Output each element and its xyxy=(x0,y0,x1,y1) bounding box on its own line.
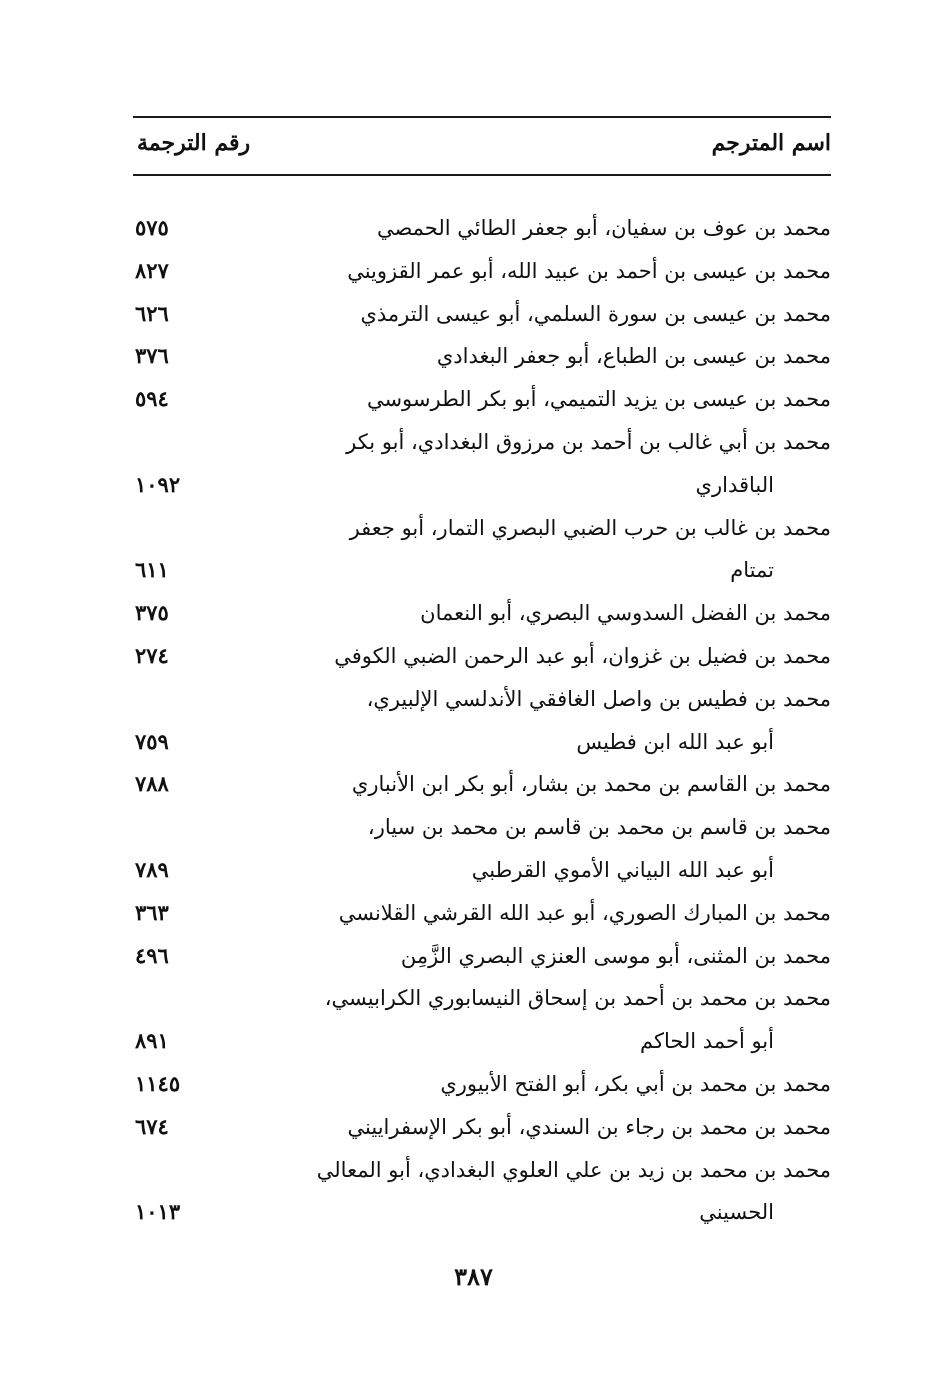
entry-name-continuation: الحسيني xyxy=(699,1200,774,1225)
entry-number: ٧٨٨ xyxy=(135,771,169,797)
entry-number: ١٠٩٢ xyxy=(135,471,181,497)
index-entry xyxy=(133,1149,831,1235)
entry-name: محمد بن عوف بن سفيان، أبو جعفر الطائي الحمصي xyxy=(376,216,831,240)
entry-name: محمد بن فطيس بن واصل الغافقي الأندلسي الإلبيري، xyxy=(366,686,831,711)
entry-number: ٥٩٤ xyxy=(135,386,169,412)
index-entry xyxy=(133,250,831,293)
entry-line xyxy=(133,806,831,849)
entry-line xyxy=(133,378,831,421)
entry-name: محمد بن المبارك الصوري، أبو عبد الله القرشي القلانسي xyxy=(338,900,831,925)
entry-line xyxy=(133,678,831,721)
entry-name: محمد بن غالب بن حرب الضبي البصري التمار، أبو جعفر xyxy=(349,515,831,540)
top-rule xyxy=(133,116,831,118)
column-header xyxy=(133,124,831,168)
entry-name: محمد بن المثنى، أبو موسى العنزي البصري الزَّمِن xyxy=(400,943,831,968)
entry-line xyxy=(133,549,831,592)
entry-name: محمد بن عيسى بن أحمد بن عبيد الله، أبو عمر القزويني xyxy=(347,258,831,283)
entry-name-continuation: الباقداري xyxy=(695,472,774,497)
entry-name: محمد بن محمد بن زيد بن علي العلوي البغدادي، أبو المعالي xyxy=(316,1157,831,1182)
entry-name: محمد بن فضيل بن غزوان، أبو عبد الرحمن الضبي الكوفي xyxy=(334,643,831,668)
page-number: ٣٨٧ xyxy=(454,1262,493,1291)
entry-name-continuation: أبو عبد الله ابن فطيس xyxy=(576,729,774,754)
index-entry xyxy=(133,1063,831,1106)
index-entry xyxy=(133,763,831,806)
entry-name: محمد بن قاسم بن محمد بن قاسم بن محمد بن سيار، xyxy=(367,815,831,840)
entry-line xyxy=(133,849,831,892)
header-rule xyxy=(133,174,831,176)
index-entry xyxy=(133,892,831,935)
entry-line xyxy=(133,977,831,1020)
entry-line xyxy=(133,892,831,935)
entry-line xyxy=(133,335,831,378)
entry-name: محمد بن عيسى بن الطباع، أبو جعفر البغدادي xyxy=(436,344,831,369)
index-entry xyxy=(133,1106,831,1149)
entry-line xyxy=(133,207,831,250)
entry-number: ٧٨٩ xyxy=(135,856,169,882)
entry-number: ٨٩١ xyxy=(135,1028,169,1054)
index-entry xyxy=(133,207,831,250)
entry-line xyxy=(133,592,831,635)
entry-number: ٣٧٦ xyxy=(135,343,169,369)
entry-line xyxy=(133,293,831,336)
index-entry xyxy=(133,592,831,635)
index-entry xyxy=(133,421,831,507)
entry-name: محمد بن محمد بن أبي بكر، أبو الفتح الأبيوري xyxy=(440,1071,831,1096)
entry-name: محمد بن أبي غالب بن أحمد بن مرزوق البغدادي، أبو بكر xyxy=(346,429,831,454)
index-entries xyxy=(133,207,831,1234)
entry-number: ١١٤٥ xyxy=(135,1070,181,1096)
entry-line xyxy=(133,1063,831,1106)
entry-line xyxy=(133,1106,831,1149)
entry-line xyxy=(133,721,831,764)
index-entry xyxy=(133,293,831,336)
index-entry xyxy=(133,935,831,978)
entry-number: ٥٧٥ xyxy=(135,215,169,240)
entry-name: محمد بن عيسى بن سورة السلمي، أبو عيسى الترمذي xyxy=(360,301,831,326)
entry-name: محمد بن محمد بن أحمد بن إسحاق النيسابوري الكرابيسي، xyxy=(324,986,831,1011)
entry-line xyxy=(133,421,831,464)
entry-line xyxy=(133,464,831,507)
entry-name-continuation: أبو أحمد الحاكم xyxy=(639,1029,774,1054)
index-entry xyxy=(133,635,831,678)
entry-name: محمد بن عيسى بن يزيد التميمي، أبو بكر الطرسوسي xyxy=(366,387,831,412)
entry-number: ٨٢٧ xyxy=(135,257,169,283)
header-name-column: اسم المترجم xyxy=(711,130,831,156)
entry-name: محمد بن محمد بن رجاء بن السندي، أبو بكر الإسفراييني xyxy=(347,1114,831,1139)
index-entry xyxy=(133,378,831,421)
entry-name-continuation: تمتام xyxy=(730,558,774,583)
entry-number: ٦٧٤ xyxy=(135,1113,169,1139)
entry-number: ٣٦٣ xyxy=(135,899,169,925)
entry-line xyxy=(133,250,831,293)
index-entry xyxy=(133,806,831,892)
entry-line xyxy=(133,635,831,678)
index-entry xyxy=(133,977,831,1063)
entry-line xyxy=(133,935,831,978)
entry-number: ٢٧٤ xyxy=(135,642,169,668)
entry-line xyxy=(133,1191,831,1234)
header-number-column: رقم الترجمة xyxy=(137,130,251,156)
index-entry xyxy=(133,335,831,378)
index-entry xyxy=(133,507,831,593)
entry-number: ٦٢٦ xyxy=(135,300,169,326)
entry-number: ٤٩٦ xyxy=(135,942,169,968)
index-entry xyxy=(133,678,831,764)
entry-number: ٦١١ xyxy=(135,557,169,583)
entry-name-continuation: أبو عبد الله البياني الأموي القرطبي xyxy=(471,857,774,882)
entry-number: ٣٧٥ xyxy=(135,600,169,626)
entry-line xyxy=(133,763,831,806)
entry-number: ١٠١٣ xyxy=(135,1199,181,1225)
entry-number: ٧٥٩ xyxy=(135,728,169,754)
entry-line xyxy=(133,507,831,550)
entry-name: محمد بن القاسم بن محمد بن بشار، أبو بكر ابن الأنباري xyxy=(351,772,831,797)
entry-line xyxy=(133,1020,831,1063)
entry-name: محمد بن الفضل السدوسي البصري، أبو النعمان xyxy=(420,601,831,626)
entry-line xyxy=(133,1149,831,1192)
